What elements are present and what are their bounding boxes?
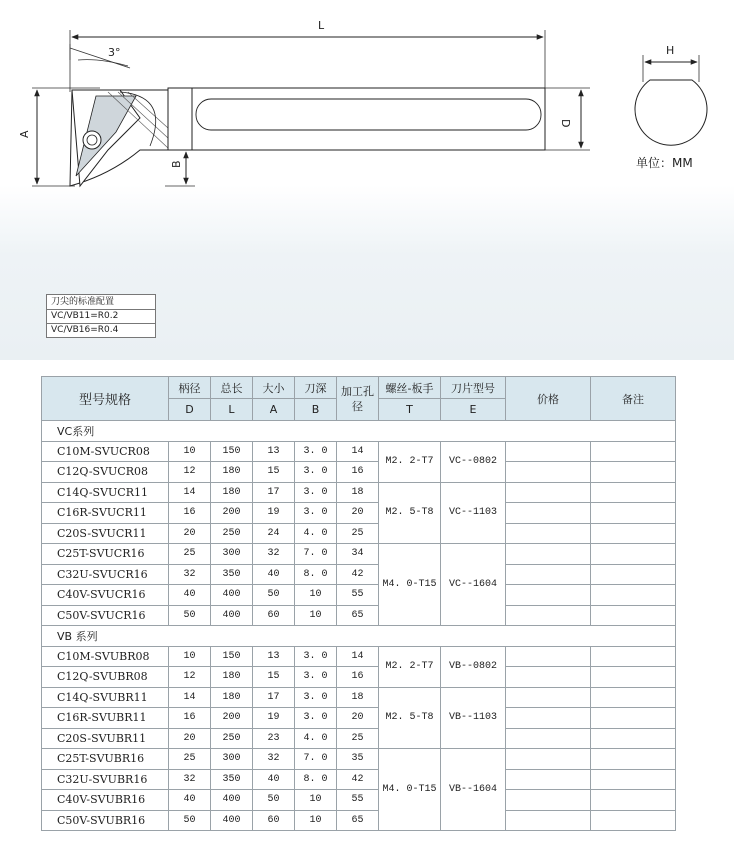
dimension-B [165,150,195,186]
header-hole: 加工孔径 [337,377,379,421]
size-cell: 15 [253,667,295,688]
tool-head [70,88,192,186]
length-cell: 300 [211,749,253,770]
depth-cell: 8. 0 [295,564,337,585]
hole-cell: 14 [337,441,379,462]
length-cell: 180 [211,482,253,503]
hole-cell: 42 [337,769,379,790]
tip-config-line: VC/VB11=R0.2 [47,309,155,323]
price-cell [506,749,591,770]
tip-config-box [46,294,156,338]
note-cell [591,728,676,749]
hole-cell: 25 [337,523,379,544]
shank-cell: 14 [169,687,211,708]
shank-cell: 25 [169,544,211,565]
header-note: 备注 [591,377,676,421]
dimension-angle [70,44,130,68]
screw-cell: M2. 2-T7 [379,441,441,482]
header-row-1 [42,377,676,399]
screw-cell: M2. 2-T7 [379,646,441,687]
size-cell: 13 [253,441,295,462]
table-row [42,687,676,708]
table-row [42,462,676,483]
model-cell: C50V-SVUBR16 [42,810,169,831]
length-cell: 250 [211,728,253,749]
shank-cell: 12 [169,667,211,688]
header-size: 大小 [253,377,295,399]
price-cell [506,667,591,688]
insert-cell: VB--1604 [441,749,506,831]
note-cell [591,769,676,790]
table-row [42,646,676,667]
table-row [42,790,676,811]
size-cell: 32 [253,749,295,770]
model-cell: C10M-SVUBR08 [42,646,169,667]
note-cell [591,585,676,606]
table-row [42,667,676,688]
note-cell [591,667,676,688]
price-cell [506,708,591,729]
length-cell: 180 [211,462,253,483]
table-row [42,605,676,626]
hole-cell: 25 [337,728,379,749]
header-model: 型号规格 [42,377,169,421]
section-title: VC系列 [42,421,676,442]
length-cell: 150 [211,441,253,462]
tool-drawing [0,0,734,300]
price-cell [506,462,591,483]
table-row [42,810,676,831]
label-A: A [18,130,31,138]
shank-cell: 10 [169,441,211,462]
hole-cell: 55 [337,585,379,606]
insert-cell: VC--1103 [441,482,506,544]
length-cell: 200 [211,708,253,729]
size-cell: 50 [253,585,295,606]
insert-cell: VB--0802 [441,646,506,687]
note-cell [591,523,676,544]
size-cell: 60 [253,605,295,626]
shank-cell: 14 [169,482,211,503]
model-cell: C40V-SVUBR16 [42,790,169,811]
depth-cell: 3. 0 [295,441,337,462]
hole-cell: 65 [337,605,379,626]
table-row [42,749,676,770]
label-B: B [170,160,183,168]
depth-cell: 3. 0 [295,503,337,524]
size-cell: 17 [253,687,295,708]
header-insert-sym: E [441,399,506,421]
table-row [42,523,676,544]
note-cell [591,605,676,626]
shank-cell: 32 [169,769,211,790]
tip-config-line: VC/VB16=R0.4 [47,323,155,337]
depth-cell: 4. 0 [295,523,337,544]
note-cell [591,544,676,565]
model-cell: C16R-SVUCR11 [42,503,169,524]
header-price: 价格 [506,377,591,421]
label-D: D [559,119,572,128]
length-cell: 180 [211,667,253,688]
tool-shank [192,88,590,150]
size-cell: 50 [253,790,295,811]
model-cell: C25T-SVUCR16 [42,544,169,565]
depth-cell: 10 [295,790,337,811]
note-cell [591,708,676,729]
model-cell: C10M-SVUCR08 [42,441,169,462]
label-angle: 3° [108,46,121,59]
header-shank: 柄径 [169,377,211,399]
price-cell [506,790,591,811]
model-cell: C40V-SVUCR16 [42,585,169,606]
length-cell: 200 [211,503,253,524]
size-cell: 32 [253,544,295,565]
table-row [42,441,676,462]
spec-table-body [42,421,676,831]
depth-cell: 4. 0 [295,728,337,749]
model-cell: C14Q-SVUCR11 [42,482,169,503]
length-cell: 180 [211,687,253,708]
shank-cell: 10 [169,646,211,667]
length-cell: 350 [211,564,253,585]
size-cell: 23 [253,728,295,749]
price-cell [506,503,591,524]
model-cell: C25T-SVUBR16 [42,749,169,770]
length-cell: 150 [211,646,253,667]
label-H: H [666,44,675,57]
header-depth: 刀深 [295,377,337,399]
model-cell: C32U-SVUBR16 [42,769,169,790]
model-cell: C20S-SVUBR11 [42,728,169,749]
shank-cell: 40 [169,790,211,811]
price-cell [506,523,591,544]
header-length-sym: L [211,399,253,421]
note-cell [591,790,676,811]
hole-cell: 16 [337,462,379,483]
size-cell: 40 [253,564,295,585]
model-cell: C50V-SVUCR16 [42,605,169,626]
section-row [42,626,676,647]
length-cell: 400 [211,585,253,606]
depth-cell: 3. 0 [295,482,337,503]
table-row [42,769,676,790]
model-cell: C12Q-SVUCR08 [42,462,169,483]
hole-cell: 34 [337,544,379,565]
hole-cell: 65 [337,810,379,831]
depth-cell: 7. 0 [295,544,337,565]
size-cell: 19 [253,503,295,524]
header-screw-sym: T [379,399,441,421]
note-cell [591,687,676,708]
header-screw: 螺丝-板手 [379,377,441,399]
shank-cell: 40 [169,585,211,606]
note-cell [591,482,676,503]
screw-cell: M2. 5-T8 [379,482,441,544]
table-row [42,708,676,729]
hole-cell: 35 [337,749,379,770]
price-cell [506,564,591,585]
shank-cell: 50 [169,605,211,626]
size-cell: 40 [253,769,295,790]
insert-cell: VC--0802 [441,441,506,482]
hole-cell: 42 [337,564,379,585]
section-title: VB 系列 [42,626,676,647]
hole-cell: 16 [337,667,379,688]
end-view [635,44,707,145]
length-cell: 400 [211,605,253,626]
shank-cell: 32 [169,564,211,585]
header-size-sym: A [253,399,295,421]
size-cell: 17 [253,482,295,503]
section-row [42,421,676,442]
unit-label: 单位：MM [636,156,693,170]
note-cell [591,810,676,831]
model-cell: C14Q-SVUBR11 [42,687,169,708]
length-cell: 250 [211,523,253,544]
size-cell: 24 [253,523,295,544]
shank-cell: 50 [169,810,211,831]
price-cell [506,810,591,831]
price-cell [506,585,591,606]
hole-cell: 18 [337,687,379,708]
price-cell [506,769,591,790]
header-shank-sym: D [169,399,211,421]
price-cell [506,482,591,503]
depth-cell: 3. 0 [295,667,337,688]
shank-cell: 16 [169,503,211,524]
length-cell: 400 [211,790,253,811]
size-cell: 15 [253,462,295,483]
table-row [42,564,676,585]
header-insert: 刀片型号 [441,377,506,399]
price-cell [506,544,591,565]
note-cell [591,503,676,524]
model-cell: C16R-SVUBR11 [42,708,169,729]
price-cell [506,646,591,667]
length-cell: 300 [211,544,253,565]
length-cell: 350 [211,769,253,790]
length-cell: 400 [211,810,253,831]
screw-cell: M4. 0-T15 [379,544,441,626]
model-cell: C32U-SVUCR16 [42,564,169,585]
price-cell [506,687,591,708]
hole-cell: 55 [337,790,379,811]
hole-cell: 18 [337,482,379,503]
price-cell [506,605,591,626]
screw-cell: M2. 5-T8 [379,687,441,749]
hole-cell: 20 [337,708,379,729]
price-cell [506,441,591,462]
shank-cell: 25 [169,749,211,770]
table-row [42,482,676,503]
table-row [42,544,676,565]
table-row [42,503,676,524]
size-cell: 60 [253,810,295,831]
size-cell: 19 [253,708,295,729]
label-L: L [318,19,325,32]
shank-cell: 16 [169,708,211,729]
hole-cell: 14 [337,646,379,667]
depth-cell: 3. 0 [295,646,337,667]
note-cell [591,462,676,483]
depth-cell: 3. 0 [295,708,337,729]
size-cell: 13 [253,646,295,667]
shank-cell: 12 [169,462,211,483]
table-row [42,728,676,749]
header-length: 总长 [211,377,253,399]
insert-cell: VC--1604 [441,544,506,626]
depth-cell: 7. 0 [295,749,337,770]
depth-cell: 8. 0 [295,769,337,790]
depth-cell: 3. 0 [295,462,337,483]
note-cell [591,646,676,667]
header-depth-sym: B [295,399,337,421]
note-cell [591,564,676,585]
insert-cell: VB--1103 [441,687,506,749]
note-cell [591,749,676,770]
price-cell [506,728,591,749]
screw-cell: M4. 0-T15 [379,749,441,831]
spec-table [41,376,676,831]
depth-cell: 10 [295,810,337,831]
model-cell: C12Q-SVUBR08 [42,667,169,688]
hole-cell: 20 [337,503,379,524]
dimension-L [70,19,545,92]
table-row [42,585,676,606]
shank-cell: 20 [169,728,211,749]
note-cell [591,441,676,462]
depth-cell: 3. 0 [295,687,337,708]
depth-cell: 10 [295,605,337,626]
depth-cell: 10 [295,585,337,606]
model-cell: C20S-SVUCR11 [42,523,169,544]
tip-config-title: 刀尖的标准配置 [51,297,115,307]
shank-cell: 20 [169,523,211,544]
